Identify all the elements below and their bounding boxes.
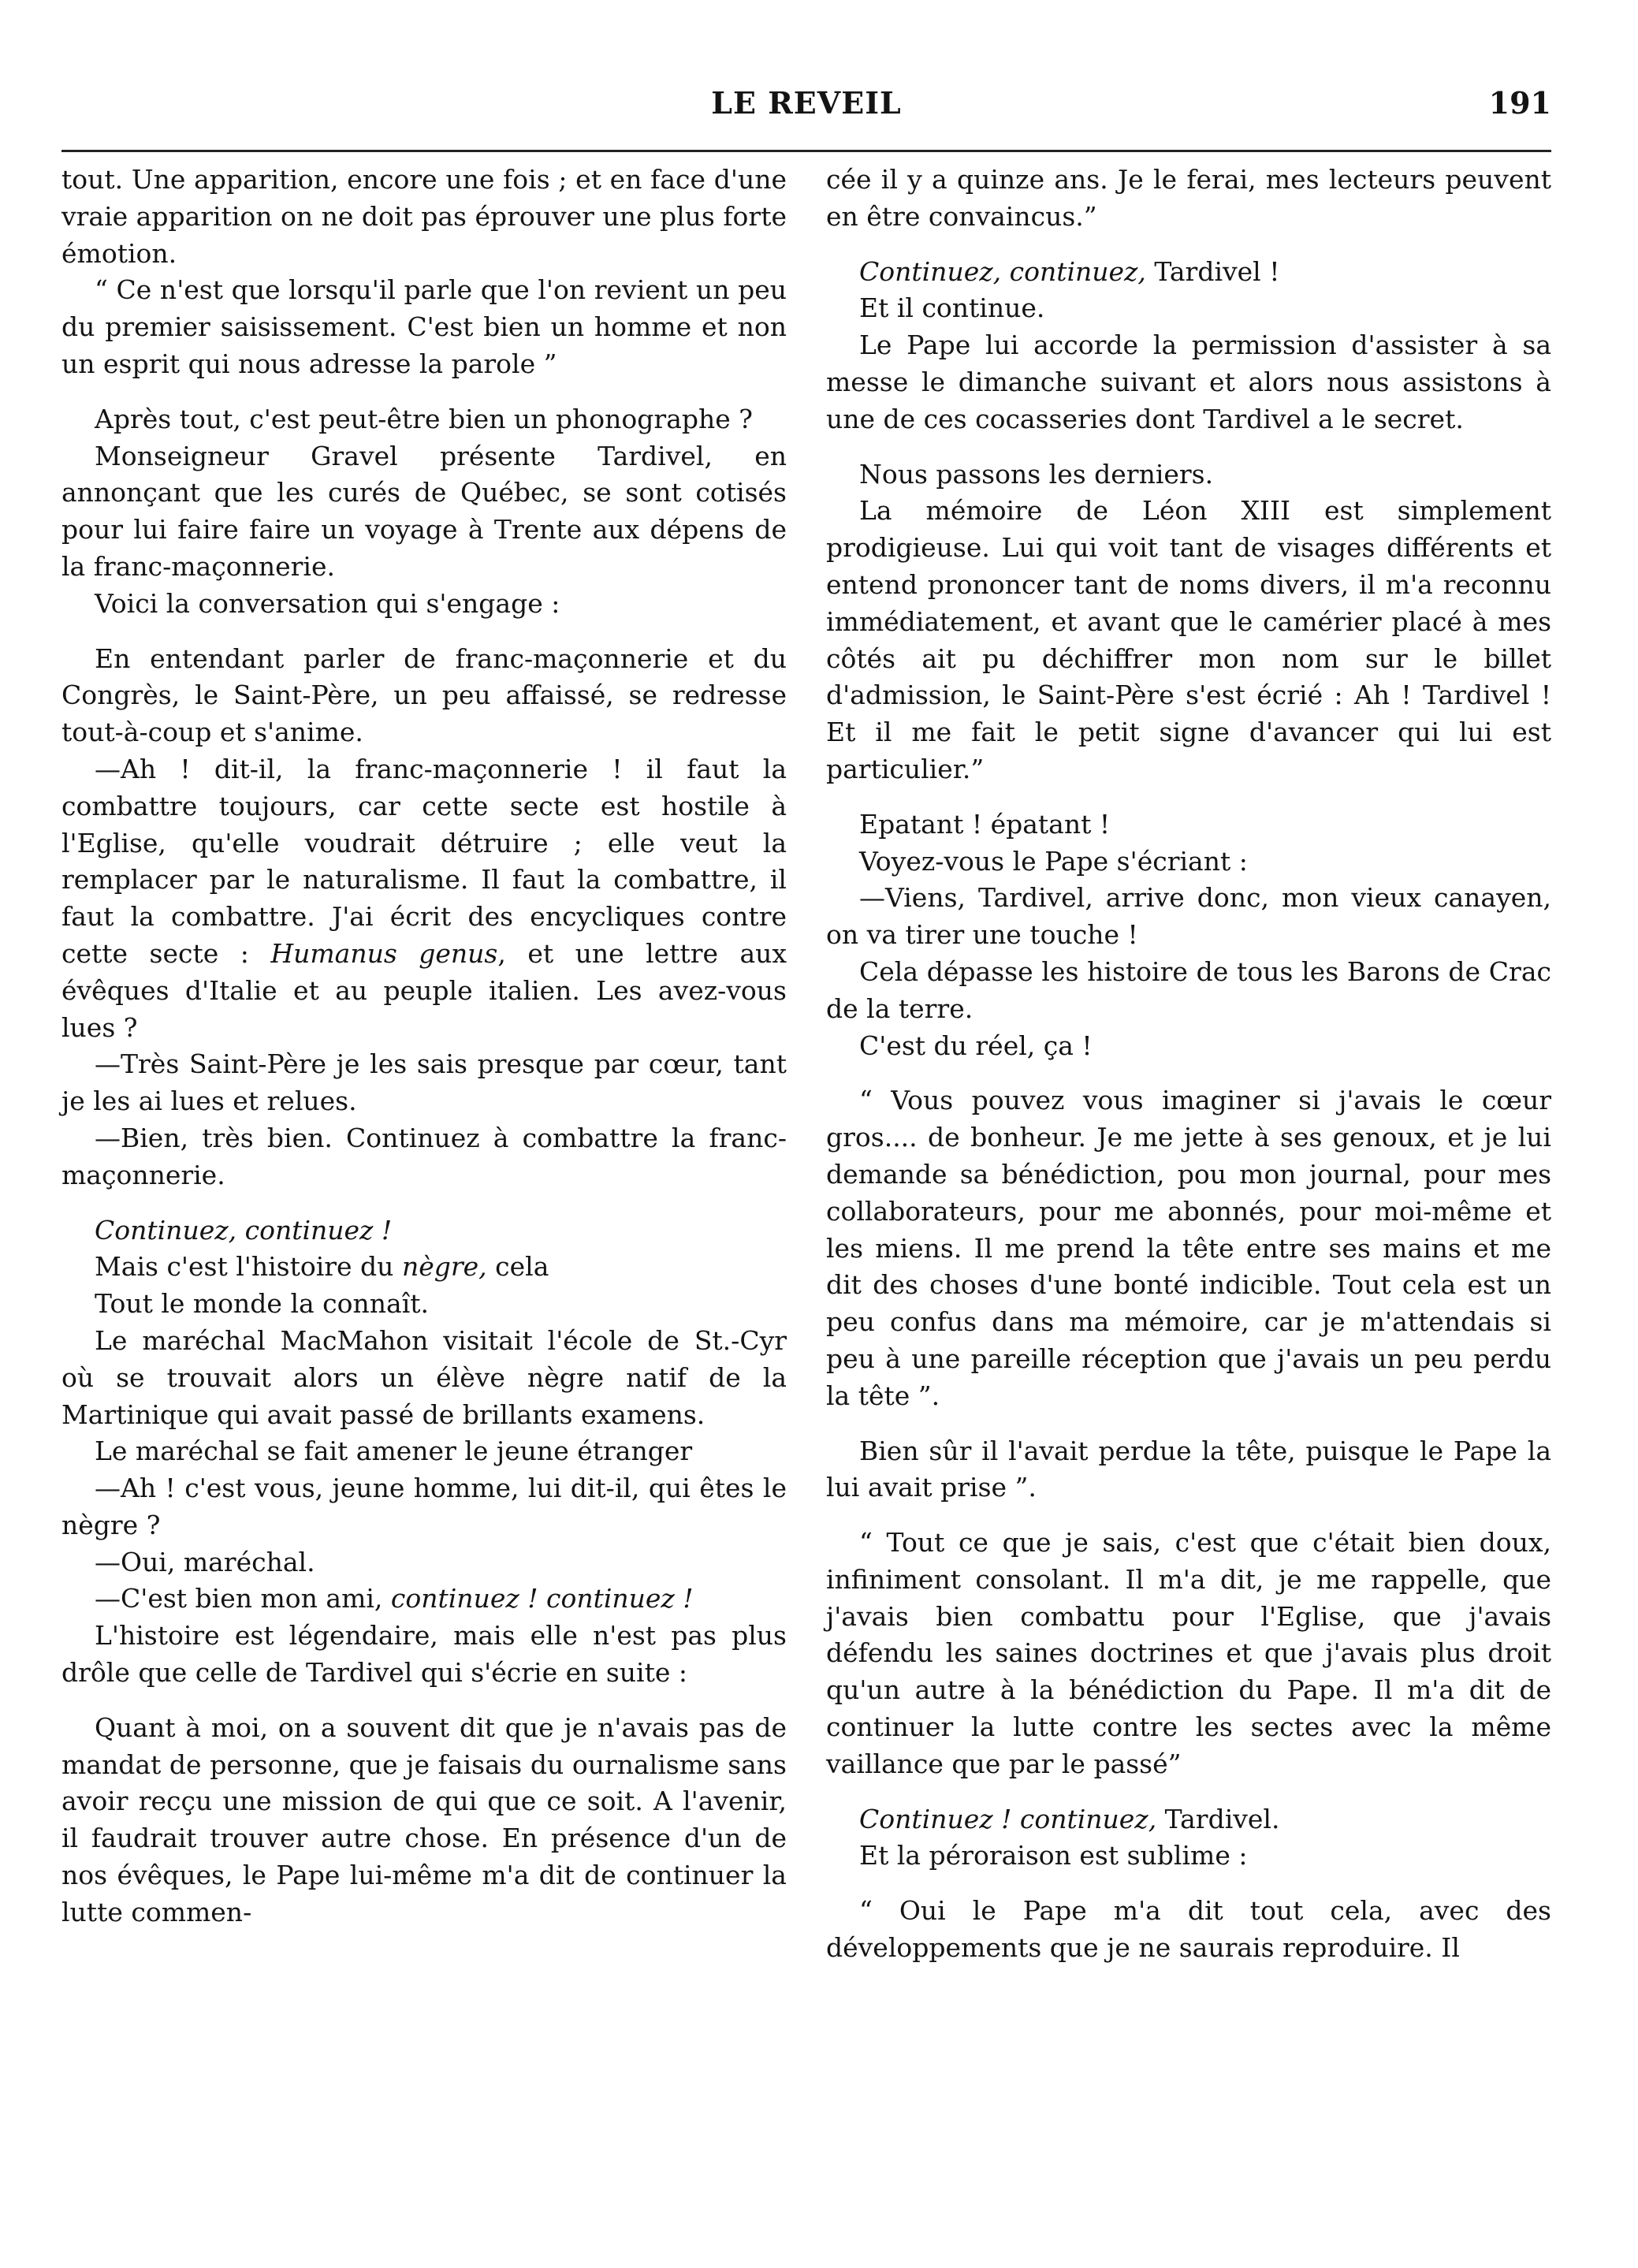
paragraph-text: —Ah ! dit-il, la franc-maçonnerie ! il faut la combattre toujours, car cette secte est hostile à l'Eglise, qu'elle voudrait détruire ; elle veut la remplacer par le naturalisme. Il faut la combattre, il faut la combattre. J'ai écrit des encycliques contre cette secte : — [61, 753, 787, 969]
paragraph: Continuez, continuez ! — [95, 1214, 393, 1246]
paragraph: Cela dépasse les histoire de tous les Barons de Crac de la terre. — [826, 955, 1551, 1024]
paragraph: Le Pape lui accorde la permission d'assister à sa messe le dimanche suivant et alors nous assistons à une de ces cocasseries dont Tardivel a le secret. — [826, 330, 1551, 434]
paragraph: Le maréchal MacMahon visitait l'école de St.-Cyr où se trouvait alors un élève nègre natif de la Martinique qui avait passé de brillants examens. — [61, 1324, 787, 1430]
paragraph: Quant à moi, on a souvent dit que je n'avais pas de mandat de personne, que je faisais du ournalisme sans avoir recçu une mission de qui que ce soit. A l'avenir, il faudrait trouver autre chose. En présence d'un de nos évêques, le Pape lui-même m'a dit de continuer la lutte commen- — [61, 1711, 787, 1927]
paragraph: “ Oui le Pape m'a dit tout cela, avec des développements que je ne saurais reproduire. Il — [826, 1895, 1551, 1964]
paragraph: Après tout, c'est peut-être bien un phonographe ? — [95, 403, 753, 434]
paragraph: —Très Saint-Père je les sais presque par cœur, tant je les ai lues et relues. — [61, 1048, 787, 1117]
paragraph: Epatant ! épatant ! — [859, 808, 1111, 840]
paragraph-tail: cela — [486, 1251, 549, 1283]
paragraph: Nous passons les derniers. — [859, 458, 1214, 490]
paragraph-tail: Tardivel ! — [1154, 255, 1280, 287]
paragraph — [61, 1581, 787, 1618]
paragraph: Tout le monde la connaît. — [95, 1288, 430, 1320]
paragraph: Voici la conversation qui s'engage : — [95, 587, 560, 619]
page-number: 191 — [1488, 85, 1551, 121]
italic-text: Continuez ! continuez, — [859, 1803, 1165, 1834]
paragraph — [826, 1801, 1551, 1838]
paragraph: —Oui, maréchal. — [95, 1546, 315, 1577]
paragraph: C'est du réel, ça ! — [859, 1030, 1093, 1061]
paragraph: L'histoire est légendaire, mais elle n'est pas plus drôle que celle de Tardivel qui s'écrie en suite : — [61, 1620, 787, 1689]
italic-text: continuez ! continuez ! — [390, 1583, 694, 1614]
paragraph-tail: Tardivel. — [1164, 1803, 1280, 1834]
paragraph: —Ah ! c'est vous, jeune homme, lui dit-il, qui êtes le nègre ? — [61, 1473, 787, 1540]
italic-text: Continuez, continuez, — [859, 255, 1155, 287]
paragraph: “ Ce n'est que lorsqu'il parle que l'on revient un peu du premier saisissement. C'est bien un homme et non un esprit qui nous adresse la parole ” — [61, 274, 787, 379]
paragraph: Monseigneur Gravel présente Tardivel, en annonçant que les curés de Québec, se sont cotisés pour lui faire faire un voyage à Trente aux dépens de la franc-maçonnerie. — [61, 440, 787, 582]
paragraph: La mémoire de Léon XIII est simplement prodigieuse. Lui qui voit tant de visages différents et entend prononcer tant de noms divers, il m'a reconnu immédiatement, et avant que le camérier placé à mes côtés ait pu déchiffrer mon nom sur le billet d'admission, le Saint-Père s'est écrié : Ah ! Tardivel ! Et il me fait le petit signe d'avancer qui lui est particulier.” — [826, 495, 1551, 784]
paragraph: “ Tout ce que je sais, c'est que c'était bien doux, infiniment consolant. Il m'a dit, je me rappelle, que j'avais bien combattu pour l'Eglise, que j'avais défendu les saines doctrines et que j'avais plus droit qu'un autre à la bénédiction du Pape. Il m'a dit de continuer la lutte contre les sectes avec la même vaillance que par le passé” — [826, 1527, 1551, 1779]
paragraph — [826, 254, 1551, 291]
paragraph — [61, 751, 787, 1046]
paragraph-text: —C'est bien mon ami, — [95, 1583, 391, 1614]
paragraph: En entendant parler de franc-maçonnerie et du Congrès, le Saint-Père, un peu affaissé, se redresse tout-à-coup et s'anime. — [61, 642, 787, 748]
italic-text: nègre, — [401, 1251, 487, 1283]
paragraph: tout. Une apparition, encore une fois ; et en face d'une vraie apparition on ne doit pas éprouver une plus forte émotion. — [61, 164, 787, 269]
paragraph: “ Vous pouvez vous imaginer si j'avais le cœur gros.... de bonheur. Je me jette à ses genoux, et je lui demande sa bénédiction, pou mon journal, pour mes collaborateurs, pour me abonnés, pour moi-même et les miens. Il me prend la tête entre ses mains et me dit des choses d'une bonté indicible. Tout cela est un peu confus dans ma mémoire, car je m'attendais si peu à une pareille réception que j'avais un peu perdu la tête ”. — [826, 1085, 1551, 1411]
paragraph: Voyez-vous le Pape s'écriant : — [859, 845, 1248, 877]
paragraph-text: Mais c'est l'histoire du — [95, 1251, 402, 1283]
italic-text: Humanus genus — [270, 937, 498, 969]
left-column — [61, 162, 787, 1931]
right-column — [826, 162, 1551, 1967]
paragraph: Le maréchal se fait amener le jeune étranger — [95, 1436, 693, 1467]
header-rule — [61, 150, 1551, 152]
paragraph: Et il continue. — [859, 292, 1045, 324]
paragraph: —Viens, Tardivel, arrive donc, mon vieux canayen, on va tirer une touche ! — [826, 882, 1551, 951]
paragraph: Bien sûr il l'avait perdue la tête, puisque le Pape la lui avait prise ”. — [826, 1435, 1551, 1503]
paragraph — [61, 1249, 787, 1286]
paragraph: Et la péroraison est sublime : — [859, 1840, 1248, 1871]
page-header — [61, 85, 1551, 132]
journal-title: LE REVEIL — [711, 85, 902, 121]
paragraph: cée il y a quinze ans. Je le ferai, mes lecteurs peuvent en être convaincus.” — [826, 164, 1551, 232]
paragraph: —Bien, très bien. Continuez à combattre la franc-maçonnerie. — [61, 1122, 787, 1190]
paragraph-tail: , et une lettre aux évêques d'Italie et au peuple italien. Les avez-vous lues ? — [61, 937, 787, 1043]
